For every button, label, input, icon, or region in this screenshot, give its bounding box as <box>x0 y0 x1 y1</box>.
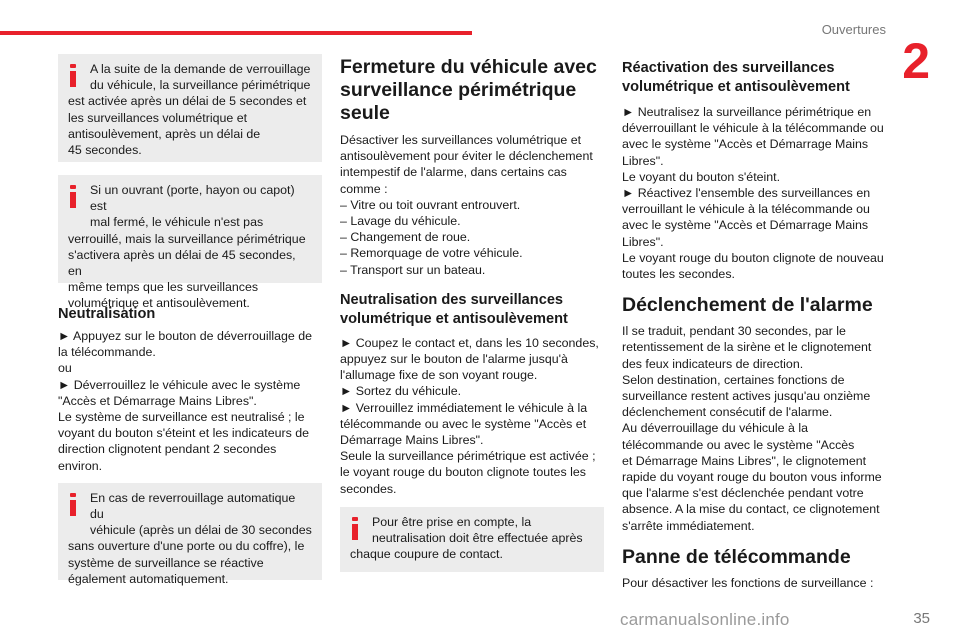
heading-declenchement-alarme: Déclenchement de l'alarme <box>622 294 873 317</box>
heading-line: volumétrique et antisoulèvement <box>622 79 850 95</box>
text-line: Le voyant rouge du bouton clignote de nouveau <box>622 250 884 265</box>
chapter-number: 2 <box>902 33 930 89</box>
text-line: Libres". <box>622 234 664 249</box>
column-middle <box>340 56 604 572</box>
info-text-line: même temps que les surveillances <box>68 280 259 295</box>
info-text-line: les surveillances volumétrique et <box>68 110 248 125</box>
text-line: ► Neutralisez la surveillance périmétrique en <box>622 105 872 119</box>
info-icon <box>69 493 77 517</box>
text-line: direction clignotent pendant 2 secondes environ. <box>58 442 277 473</box>
column-right <box>622 59 884 591</box>
heading-neutralisation-surveillances <box>340 291 604 329</box>
text-line: voyant du bouton s'éteint et les indicateurs de <box>58 426 310 441</box>
info-text-line: Pour être prise en compte, la <box>372 514 532 529</box>
text-line: Désactiver les surveillances volumétrique et <box>340 133 582 147</box>
heading-line: seule <box>340 102 390 124</box>
text-line: absence. A la mise du contact, ce clignotement <box>622 502 880 517</box>
heading-line: volumétrique et antisoulèvement <box>340 310 568 327</box>
info-text-line: Si un ouvrant (porte, hayon ou capot) est <box>90 183 295 214</box>
text-line: s'arrête immédiatement. <box>622 518 755 533</box>
info-text-line: chaque coupure de contact. <box>350 547 503 562</box>
panne-text <box>622 575 884 591</box>
text-line: toutes les secondes. <box>622 267 735 282</box>
info-text-line: est activée après un délai de 5 secondes et <box>68 94 307 109</box>
info-box-verrouillage <box>58 54 322 162</box>
heading-line: Fermeture du véhicule avec <box>340 56 597 78</box>
text-line: intempestif de l'alarme, dans certains cas <box>340 165 567 180</box>
info-box-ouvrant <box>58 175 322 311</box>
text-line: comme : <box>340 181 388 196</box>
text-line: appuyez sur le bouton de l'alarme jusqu'à <box>340 352 568 367</box>
list-item: – Lavage du véhicule. <box>340 214 461 229</box>
list-item: – Changement de roue. <box>340 230 471 245</box>
text-line: antisoulèvement pour éviter le déclenchement <box>340 149 593 164</box>
text-line: ► Appuyez sur le bouton de déverrouillage de <box>58 329 313 343</box>
info-text-line: verrouillé, mais la surveillance périmétrique <box>68 231 306 246</box>
info-text-line: neutralisation doit être effectuée après <box>372 531 583 546</box>
text-line: ou <box>58 361 72 376</box>
column-left <box>58 54 322 586</box>
text-line: déverrouillant le véhicule à la télécommande ou <box>622 121 884 136</box>
header-accent-bar <box>0 31 472 35</box>
info-icon <box>69 185 77 209</box>
info-box-reverrouillage <box>58 483 322 586</box>
text-line: retentissement de la sirène et le clignotement <box>622 340 872 355</box>
info-text-line: volumétrique et antisoulèvement. <box>68 296 250 311</box>
neutralisation-surveillances-text <box>340 335 604 497</box>
info-text-line: sans ouverture d'une porte ou du coffre), le <box>68 539 305 554</box>
info-text-line: du véhicule, la surveillance périmétrique <box>90 78 311 93</box>
page-number: 35 <box>913 610 930 627</box>
watermark: carmanualsonline.info <box>620 610 790 629</box>
reactivation-text <box>622 104 884 282</box>
text-line: la télécommande. <box>58 345 156 360</box>
info-text-line: A la suite de la demande de verrouillage <box>90 62 311 76</box>
fermeture-text <box>340 132 604 278</box>
list-item: – Transport sur un bateau. <box>340 262 486 277</box>
text-line: avec le système "Accès et Démarrage Mains <box>622 218 869 233</box>
info-text-line: véhicule (après un délai de 30 secondes <box>90 523 312 538</box>
text-line: l'allumage fixe de son voyant rouge. <box>340 368 538 383</box>
neutralisation-text <box>58 328 322 474</box>
heading-neutralisation: Neutralisation <box>58 306 156 322</box>
text-line: verrouillant le véhicule à la télécommande ou <box>622 202 870 217</box>
text-line: ► Verrouillez immédiatement le véhicule à la <box>340 400 588 415</box>
text-line: ► Sortez du véhicule. <box>340 384 462 399</box>
text-line: Le voyant du bouton s'éteint. <box>622 169 781 184</box>
text-line: le voyant rouge du bouton clignote toutes les <box>340 465 586 480</box>
info-text-line: système de surveillance se réactive <box>68 555 264 570</box>
info-text-line: s'activera après un délai de 45 secondes, en <box>68 247 296 279</box>
text-line: que l'alarme s'est déclenchée pendant votre <box>622 486 864 501</box>
text-line: Le système de surveillance est neutralisé ; le <box>58 410 305 425</box>
heading-line: Réactivation des surveillances <box>622 60 835 76</box>
text-line: Il se traduit, pendant 30 secondes, par le <box>622 324 846 339</box>
list-item: – Remorquage de votre véhicule. <box>340 246 523 261</box>
info-box-prise-en-compte <box>340 507 604 572</box>
text-line: Démarrage Mains Libres". <box>340 433 484 448</box>
text-line: secondes. <box>340 481 397 496</box>
text-line: surveillance restent actives jusqu'au onzième <box>622 389 871 404</box>
info-text-line: également automatiquement. <box>68 571 229 586</box>
text-line: et Démarrage Mains Libres", le clignotement <box>622 453 867 468</box>
text-line: Au déverrouillage du véhicule à la <box>622 421 808 436</box>
heading-fermeture-surveillance <box>340 56 604 125</box>
text-line: ► Coupez le contact et, dans les 10 secondes, <box>340 335 599 350</box>
info-icon <box>69 64 77 88</box>
info-icon <box>351 517 359 541</box>
list-item: – Vitre ou toit ouvrant entrouvert. <box>340 197 521 212</box>
heading-line: Neutralisation des surveillances <box>340 291 564 308</box>
text-line: des feux indicateurs de direction. <box>622 356 804 371</box>
heading-panne-telecommande: Panne de télécommande <box>622 545 851 568</box>
section-title: Ouvertures <box>821 22 886 37</box>
text-line: ► Déverrouillez le véhicule avec le système <box>58 377 301 392</box>
text-line: Selon destination, certaines fonctions de <box>622 372 845 387</box>
text-line: Libres". <box>622 153 664 168</box>
text-line: télécommande ou avec le système "Accès <box>622 437 855 452</box>
text-line: télécommande ou avec le système "Accès et <box>340 416 587 431</box>
declenchement-text <box>622 323 884 534</box>
info-text-line: En cas de reverrouillage automatique du <box>90 490 296 522</box>
text-line: ► Réactivez l'ensemble des surveillances en <box>622 186 871 201</box>
text-line: rapide du voyant rouge du bouton vous informe <box>622 470 882 485</box>
text-line: "Accès et Démarrage Mains Libres". <box>58 393 257 408</box>
text-line: déclenchement consécutif de l'alarme. <box>622 405 833 420</box>
text-line: avec le système "Accès et Démarrage Mains <box>622 137 869 152</box>
info-text-line: antisoulèvement, après un délai de <box>68 126 261 141</box>
info-text-line: mal fermé, le véhicule n'est pas <box>90 215 264 230</box>
heading-line: surveillance périmétrique <box>340 79 577 101</box>
info-text-line: 45 secondes. <box>68 143 142 158</box>
text-line: Pour désactiver les fonctions de surveillance : <box>622 575 874 590</box>
text-line: Seule la surveillance périmétrique est activée ; <box>340 449 596 464</box>
heading-reactivation <box>622 59 884 97</box>
